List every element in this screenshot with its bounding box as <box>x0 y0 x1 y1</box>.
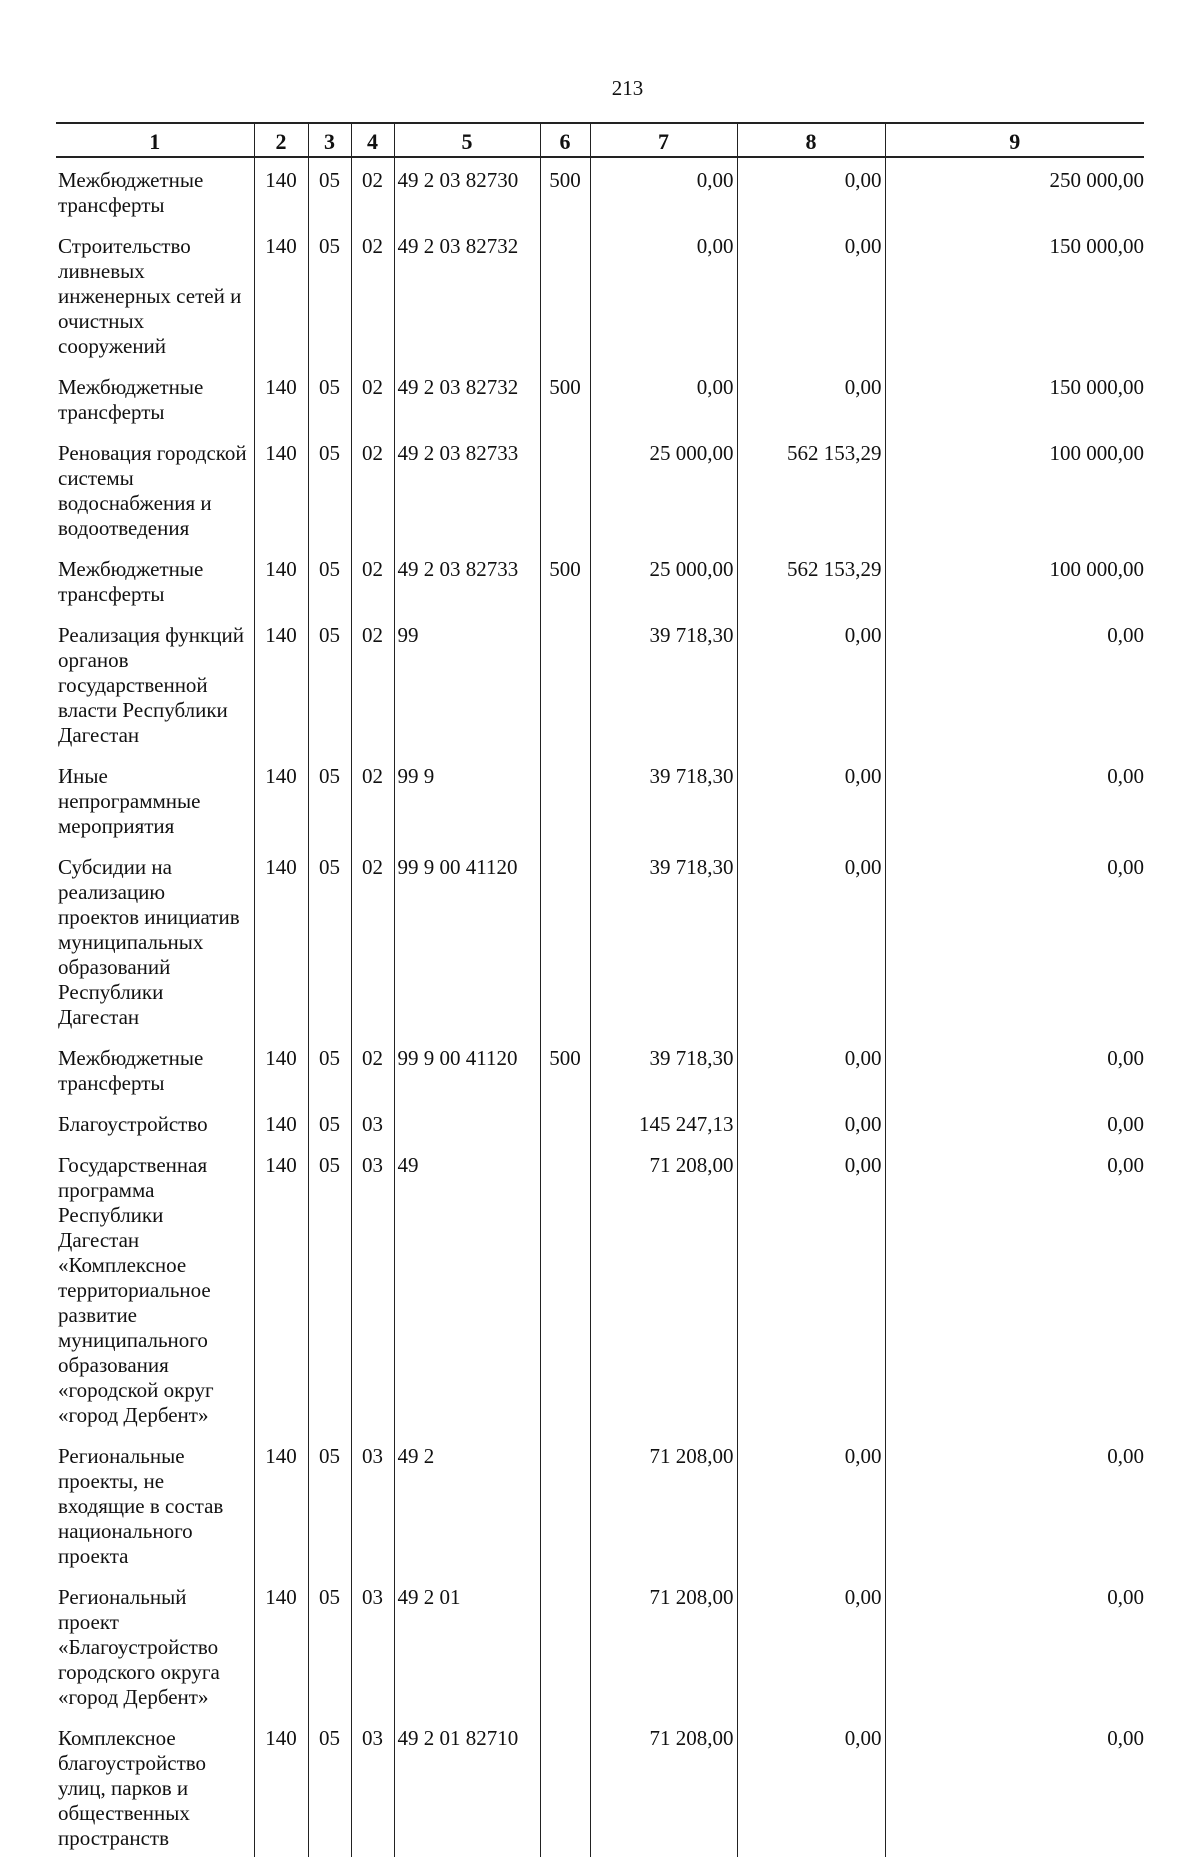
amount-col7-cell: 39 718,30 <box>590 1036 737 1102</box>
amount-col7-cell: 25 000,00 <box>590 547 737 613</box>
page-number: 213 <box>611 76 644 100</box>
subsection-code-cell: 02 <box>351 431 394 547</box>
row-name-cell: Строительство ливневых инженерных сетей и очистных сооружений <box>56 224 254 365</box>
amount-col9-cell: 0,00 <box>885 1102 1144 1143</box>
column-header-4: 4 <box>351 123 394 157</box>
column-header-7: 7 <box>590 123 737 157</box>
target-article-cell: 49 2 03 82733 <box>394 431 540 547</box>
table-row <box>56 1434 1144 1575</box>
column-header-5: 5 <box>394 123 540 157</box>
row-name-cell: Межбюджетные трансферты <box>56 157 254 224</box>
target-article-cell: 99 9 <box>394 754 540 845</box>
table-row <box>56 157 1144 224</box>
row-name-cell: Реализация функций органов государственной власти Республики Дагестан <box>56 613 254 754</box>
ministry-code-cell: 140 <box>254 431 308 547</box>
amount-col7-cell: 71 208,00 <box>590 1575 737 1716</box>
table-row <box>56 1036 1144 1102</box>
table-row <box>56 613 1144 754</box>
ministry-code-cell: 140 <box>254 613 308 754</box>
amount-col8-cell: 0,00 <box>737 1434 885 1575</box>
ministry-code-cell: 140 <box>254 547 308 613</box>
subsection-code-cell: 02 <box>351 157 394 224</box>
subsection-code-cell: 03 <box>351 1102 394 1143</box>
row-name-cell: Благоустройство <box>56 1102 254 1143</box>
row-name-cell: Иные непрограммные мероприятия <box>56 754 254 845</box>
amount-col9-cell: 150 000,00 <box>885 224 1144 365</box>
section-code-cell: 05 <box>308 365 351 431</box>
section-code-cell: 05 <box>308 224 351 365</box>
expense-type-cell: 500 <box>540 365 590 431</box>
amount-col7-cell: 39 718,30 <box>590 754 737 845</box>
subsection-code-cell: 03 <box>351 1716 394 1857</box>
amount-col8-cell: 0,00 <box>737 1575 885 1716</box>
amount-col9-cell: 0,00 <box>885 1716 1144 1857</box>
amount-col8-cell: 0,00 <box>737 1143 885 1434</box>
amount-col9-cell: 0,00 <box>885 1143 1144 1434</box>
amount-col7-cell: 71 208,00 <box>590 1434 737 1575</box>
amount-col8-cell: 0,00 <box>737 613 885 754</box>
row-name-cell: Региональные проекты, не входящие в состав национального проекта <box>56 1434 254 1575</box>
target-article-cell: 49 <box>394 1143 540 1434</box>
amount-col9-cell: 250 000,00 <box>885 157 1144 224</box>
expense-type-cell <box>540 1102 590 1143</box>
ministry-code-cell: 140 <box>254 365 308 431</box>
expense-type-cell <box>540 845 590 1036</box>
subsection-code-cell: 03 <box>351 1434 394 1575</box>
table-row <box>56 1575 1144 1716</box>
table-row <box>56 1716 1144 1857</box>
subsection-code-cell: 02 <box>351 365 394 431</box>
target-article-cell: 49 2 01 82710 <box>394 1716 540 1857</box>
expense-type-cell <box>540 224 590 365</box>
amount-col7-cell: 145 247,13 <box>590 1102 737 1143</box>
table-row <box>56 754 1144 845</box>
target-article-cell: 49 2 03 82733 <box>394 547 540 613</box>
section-code-cell: 05 <box>308 1434 351 1575</box>
expense-type-cell <box>540 1434 590 1575</box>
ministry-code-cell: 140 <box>254 224 308 365</box>
ministry-code-cell: 140 <box>254 845 308 1036</box>
table-row <box>56 365 1144 431</box>
amount-col7-cell: 39 718,30 <box>590 613 737 754</box>
column-header-1: 1 <box>56 123 254 157</box>
expense-type-cell <box>540 1143 590 1434</box>
table-row <box>56 431 1144 547</box>
amount-col8-cell: 0,00 <box>737 1716 885 1857</box>
target-article-cell: 49 2 <box>394 1434 540 1575</box>
subsection-code-cell: 02 <box>351 1036 394 1102</box>
amount-col9-cell: 0,00 <box>885 613 1144 754</box>
expense-type-cell <box>540 1716 590 1857</box>
row-name-cell: Межбюджетные трансферты <box>56 1036 254 1102</box>
target-article-cell <box>394 1102 540 1143</box>
amount-col8-cell: 562 153,29 <box>737 547 885 613</box>
section-code-cell: 05 <box>308 754 351 845</box>
amount-col8-cell: 0,00 <box>737 1102 885 1143</box>
expense-type-cell <box>540 1575 590 1716</box>
amount-col7-cell: 71 208,00 <box>590 1716 737 1857</box>
column-header-2: 2 <box>254 123 308 157</box>
row-name-cell: Региональный проект «Благоустройство городского округа «город Дербент» <box>56 1575 254 1716</box>
amount-col7-cell: 0,00 <box>590 224 737 365</box>
subsection-code-cell: 03 <box>351 1143 394 1434</box>
amount-col7-cell: 39 718,30 <box>590 845 737 1036</box>
ministry-code-cell: 140 <box>254 1036 308 1102</box>
section-code-cell: 05 <box>308 845 351 1036</box>
amount-col8-cell: 0,00 <box>737 365 885 431</box>
section-code-cell: 05 <box>308 1575 351 1716</box>
amount-col9-cell: 0,00 <box>885 845 1144 1036</box>
amount-col9-cell: 0,00 <box>885 1575 1144 1716</box>
amount-col7-cell: 0,00 <box>590 157 737 224</box>
target-article-cell: 49 2 03 82732 <box>394 224 540 365</box>
subsection-code-cell: 02 <box>351 845 394 1036</box>
ministry-code-cell: 140 <box>254 1716 308 1857</box>
amount-col9-cell: 0,00 <box>885 754 1144 845</box>
ministry-code-cell: 140 <box>254 1575 308 1716</box>
section-code-cell: 05 <box>308 1102 351 1143</box>
amount-col9-cell: 150 000,00 <box>885 365 1144 431</box>
row-name-cell: Межбюджетные трансферты <box>56 547 254 613</box>
expense-type-cell <box>540 613 590 754</box>
row-name-cell: Субсидии на реализацию проектов инициатив муниципальных образований Республики Дагестан <box>56 845 254 1036</box>
ministry-code-cell: 140 <box>254 754 308 845</box>
target-article-cell: 99 <box>394 613 540 754</box>
section-code-cell: 05 <box>308 613 351 754</box>
subsection-code-cell: 02 <box>351 224 394 365</box>
subsection-code-cell: 03 <box>351 1575 394 1716</box>
row-name-cell: Комплексное благоустройство улиц, парков и общественных пространств <box>56 1716 254 1857</box>
expense-type-cell: 500 <box>540 547 590 613</box>
section-code-cell: 05 <box>308 1036 351 1102</box>
section-code-cell: 05 <box>308 431 351 547</box>
amount-col8-cell: 0,00 <box>737 224 885 365</box>
ministry-code-cell: 140 <box>254 1143 308 1434</box>
amount-col7-cell: 0,00 <box>590 365 737 431</box>
subsection-code-cell: 02 <box>351 754 394 845</box>
table-header-row <box>56 123 1144 157</box>
amount-col8-cell: 0,00 <box>737 754 885 845</box>
table-row <box>56 1102 1144 1143</box>
target-article-cell: 49 2 01 <box>394 1575 540 1716</box>
amount-col7-cell: 71 208,00 <box>590 1143 737 1434</box>
column-header-9: 9 <box>885 123 1144 157</box>
amount-col8-cell: 0,00 <box>737 845 885 1036</box>
table-row <box>56 1143 1144 1434</box>
column-header-3: 3 <box>308 123 351 157</box>
target-article-cell: 49 2 03 82732 <box>394 365 540 431</box>
row-name-cell: Реновация городской системы водоснабжения и водоотведения <box>56 431 254 547</box>
amount-col7-cell: 25 000,00 <box>590 431 737 547</box>
expense-type-cell <box>540 431 590 547</box>
amount-col8-cell: 562 153,29 <box>737 431 885 547</box>
column-header-6: 6 <box>540 123 590 157</box>
section-code-cell: 05 <box>308 1716 351 1857</box>
ministry-code-cell: 140 <box>254 157 308 224</box>
subsection-code-cell: 02 <box>351 613 394 754</box>
ministry-code-cell: 140 <box>254 1102 308 1143</box>
table-row <box>56 547 1144 613</box>
table-row <box>56 845 1144 1036</box>
column-header-8: 8 <box>737 123 885 157</box>
amount-col9-cell: 100 000,00 <box>885 547 1144 613</box>
section-code-cell: 05 <box>308 1143 351 1434</box>
budget-table <box>56 122 1144 1857</box>
target-article-cell: 49 2 03 82730 <box>394 157 540 224</box>
amount-col9-cell: 0,00 <box>885 1434 1144 1575</box>
target-article-cell: 99 9 00 41120 <box>394 845 540 1036</box>
expense-type-cell <box>540 754 590 845</box>
row-name-cell: Государственная программа Республики Дагестан «Комплексное территориальное развитие муниципального образования «городской округ «город Дербент» <box>56 1143 254 1434</box>
expense-type-cell: 500 <box>540 1036 590 1102</box>
ministry-code-cell: 140 <box>254 1434 308 1575</box>
amount-col8-cell: 0,00 <box>737 157 885 224</box>
subsection-code-cell: 02 <box>351 547 394 613</box>
section-code-cell: 05 <box>308 547 351 613</box>
target-article-cell: 99 9 00 41120 <box>394 1036 540 1102</box>
row-name-cell: Межбюджетные трансферты <box>56 365 254 431</box>
section-code-cell: 05 <box>308 157 351 224</box>
table-body <box>56 157 1144 1857</box>
expense-type-cell: 500 <box>540 157 590 224</box>
table-row <box>56 224 1144 365</box>
amount-col8-cell: 0,00 <box>737 1036 885 1102</box>
amount-col9-cell: 0,00 <box>885 1036 1144 1102</box>
amount-col9-cell: 100 000,00 <box>885 431 1144 547</box>
